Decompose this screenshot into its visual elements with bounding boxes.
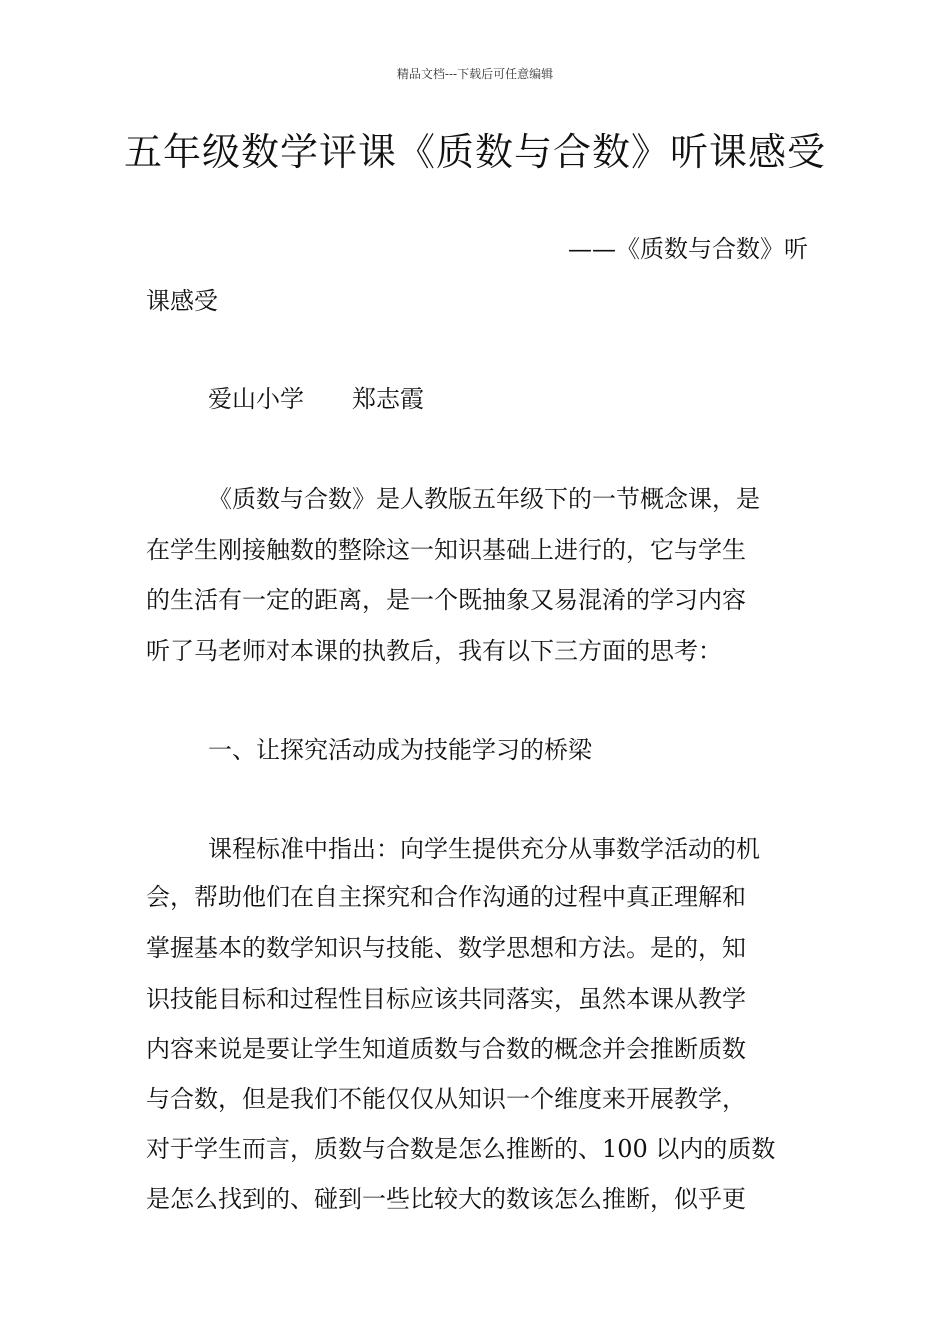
- body-line: 识技能目标和过程性目标应该共同落实，虽然本课从教学: [146, 985, 746, 1013]
- intro-line: 听了马老师对本课的执教后，我有以下三方面的思考：: [146, 637, 722, 665]
- body-line: 与合数，但是我们不能仅仅从知识一个维度来开展教学，: [146, 1085, 746, 1113]
- intro-line: 《质数与合数》是人教版五年级下的一节概念课，是: [208, 485, 760, 513]
- subtitle-line-2: 课感受: [146, 287, 218, 315]
- body-line: 课程标准中指出：向学生提供充分从事数学活动的机: [208, 835, 760, 863]
- intro-line: 在学生刚接触数的整除这一知识基础上进行的，它与学生: [146, 536, 746, 564]
- subtitle-line-1: ——《质数与合数》听: [568, 235, 808, 263]
- intro-line: 的生活有一定的距离，是一个既抽象又易混淆的学习内容: [146, 586, 746, 614]
- body-line: 对于学生而言，质数与合数是怎么推断的、100 以内的质数: [146, 1135, 776, 1163]
- document-title: 五年级数学评课《质数与合数》听课感受: [123, 130, 826, 174]
- body-line: 是怎么找到的、碰到一些比较大的数该怎么推断，似乎更: [146, 1185, 746, 1213]
- section-heading: 一、让探究活动成为技能学习的桥梁: [208, 736, 592, 764]
- author-line: 爱山小学 郑志霞: [208, 385, 424, 413]
- header-note: 精品文档---下载后可任意编辑: [396, 67, 554, 81]
- body-line: 掌握基本的数学知识与技能、数学思想和方法。是的，知: [146, 934, 746, 962]
- body-line: 内容来说是要让学生知道质数与合数的概念并会推断质数: [146, 1035, 746, 1063]
- body-line: 会，帮助他们在自主探究和合作沟通的过程中真正理解和: [146, 883, 746, 911]
